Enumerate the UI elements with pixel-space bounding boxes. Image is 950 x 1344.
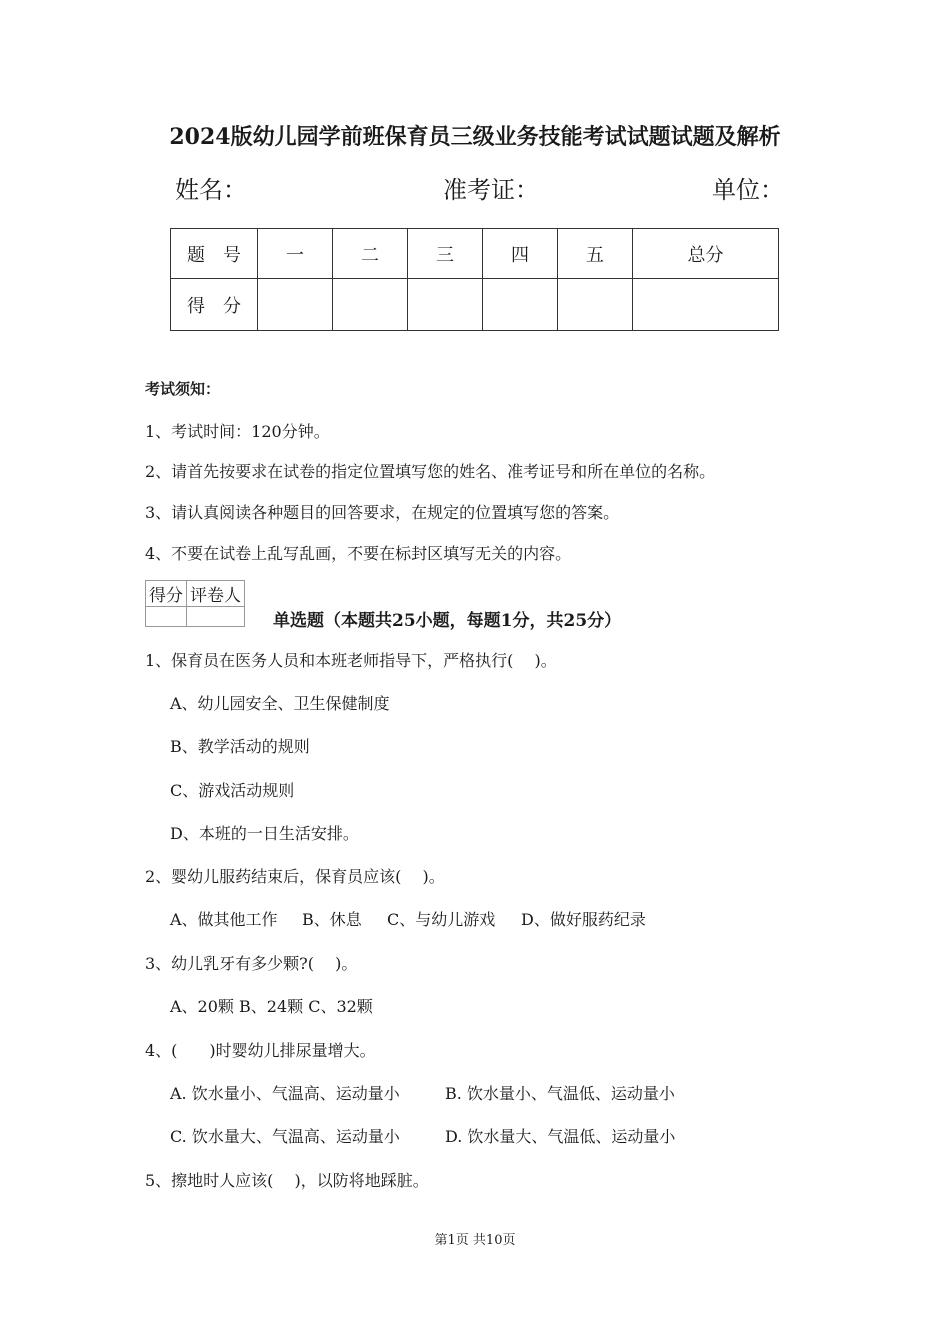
score-table-header-cell: 总分 [632, 229, 778, 279]
q2-option-a: A、做其他工作 [170, 910, 278, 929]
score-cell[interactable] [332, 279, 407, 331]
score-cell[interactable] [557, 279, 632, 331]
note-item: 1、考试时间：120分钟。 [145, 422, 330, 441]
question-2: 2、婴幼儿服药结束后，保育员应该( )。 [145, 867, 445, 886]
score-table-header-row [171, 229, 779, 279]
q4-option-b: B. 饮水量小、气温低、运动量小 [445, 1084, 675, 1103]
q1-option-a: A、幼儿园安全、卫生保健制度 [170, 694, 390, 713]
score-row-label: 得 分 [171, 279, 258, 331]
grader-reviewer-cell[interactable] [187, 607, 245, 627]
score-cell[interactable] [258, 279, 333, 331]
score-table-score-row [171, 279, 779, 331]
question-4: 4、( )时婴幼儿排尿量增大。 [145, 1041, 376, 1060]
section-title: 单选题（本题共25小题，每题1分，共25分） [273, 611, 622, 631]
q1-option-d: D、本班的一日生活安排。 [170, 824, 359, 843]
grader-score-label: 得分 [146, 581, 187, 607]
notes-title: 考试须知： [145, 380, 221, 398]
score-table-header-cell: 三 [407, 229, 482, 279]
q1-option-b: B、教学活动的规则 [170, 737, 310, 756]
exam-title: 2024版幼儿园学前班保育员三级业务技能考试试题试题及解析 [169, 124, 781, 150]
question-1: 1、保育员在医务人员和本班老师指导下，严格执行( )。 [145, 651, 557, 670]
score-table-header-cell: 二 [332, 229, 407, 279]
unit-label: 单位： [712, 176, 784, 204]
score-table [170, 228, 779, 331]
q4-option-c: C. 饮水量大、气温高、运动量小 [170, 1127, 400, 1146]
score-table-header-cell: 四 [482, 229, 557, 279]
q4-option-a: A. 饮水量小、气温高、运动量小 [170, 1084, 400, 1103]
question-3: 3、幼儿乳牙有多少颗?( )。 [145, 954, 358, 973]
q2-option-b: B、休息 [302, 910, 362, 929]
score-cell[interactable] [407, 279, 482, 331]
q3-options: A、20颗 B、24颗 C、32颗 [170, 997, 373, 1016]
note-item: 3、请认真阅读各种题目的回答要求，在规定的位置填写您的答案。 [145, 503, 620, 522]
score-table-header-cell: 五 [557, 229, 632, 279]
name-label: 姓名： [175, 176, 247, 204]
q4-option-d: D. 饮水量大、气温低、运动量小 [445, 1127, 676, 1146]
note-item: 4、不要在试卷上乱写乱画，不要在标封区填写无关的内容。 [145, 544, 572, 563]
score-table-header-cell: 一 [258, 229, 333, 279]
exam-number-label: 准考证： [443, 176, 539, 204]
q2-option-c: C、与幼儿游戏 [387, 910, 496, 929]
note-item: 2、请首先按要求在试卷的指定位置填写您的姓名、准考证号和所在单位的名称。 [145, 462, 716, 481]
page-footer: 第1页 共10页 [434, 1233, 516, 1248]
q2-option-d: D、做好服药纪录 [521, 910, 646, 929]
grader-score-cell[interactable] [146, 607, 187, 627]
score-cell[interactable] [632, 279, 778, 331]
score-table-header-cell: 题 号 [171, 229, 258, 279]
question-5: 5、擦地时人应该( )，以防将地踩脏。 [145, 1171, 429, 1190]
score-cell[interactable] [482, 279, 557, 331]
grader-box [145, 580, 245, 627]
q1-option-c: C、游戏活动规则 [170, 781, 295, 800]
grader-reviewer-label: 评卷人 [187, 581, 245, 607]
